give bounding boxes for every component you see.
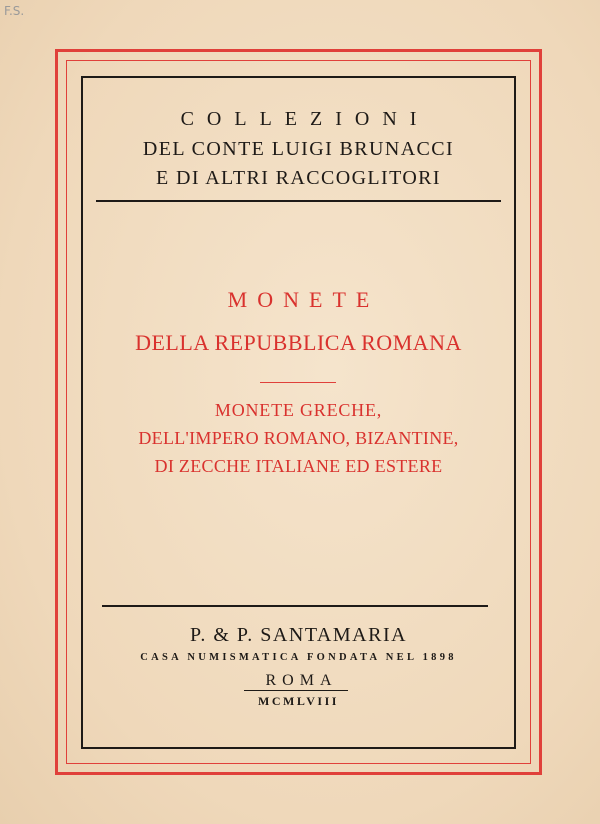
collection-line-2: DEL CONTE LUIGI BRUNACCI: [142, 138, 455, 160]
main-title-line-2: DELLA REPUBBLICA ROMANA: [135, 330, 462, 355]
corner-pencil-note: F.S.: [4, 4, 25, 18]
top-divider: [96, 200, 501, 202]
city-underline: [244, 690, 348, 691]
publisher-name: P. & P. SANTAMARIA: [189, 624, 408, 646]
subtitle-line-2: DELL'IMPERO ROMANO, BIZANTINE,: [138, 428, 459, 448]
short-red-divider: [260, 382, 336, 383]
collection-line-3: E DI ALTRI RACCOGLITORI: [156, 167, 441, 189]
subtitle-line-3: DI ZECCHE ITALIANE ED ESTERE: [154, 456, 443, 476]
collection-line-1: COLLEZIONI: [180, 108, 430, 130]
bottom-divider: [102, 605, 488, 607]
publisher-city: ROMA: [265, 672, 338, 689]
publisher-tagline: CASA NUMISMATICA FONDATA NEL 1898: [140, 652, 457, 663]
publication-year: MCMLVIII: [258, 694, 339, 708]
main-title-line-1: MONETE: [227, 287, 380, 312]
subtitle-line-1: MONETE GRECHE,: [214, 400, 383, 420]
